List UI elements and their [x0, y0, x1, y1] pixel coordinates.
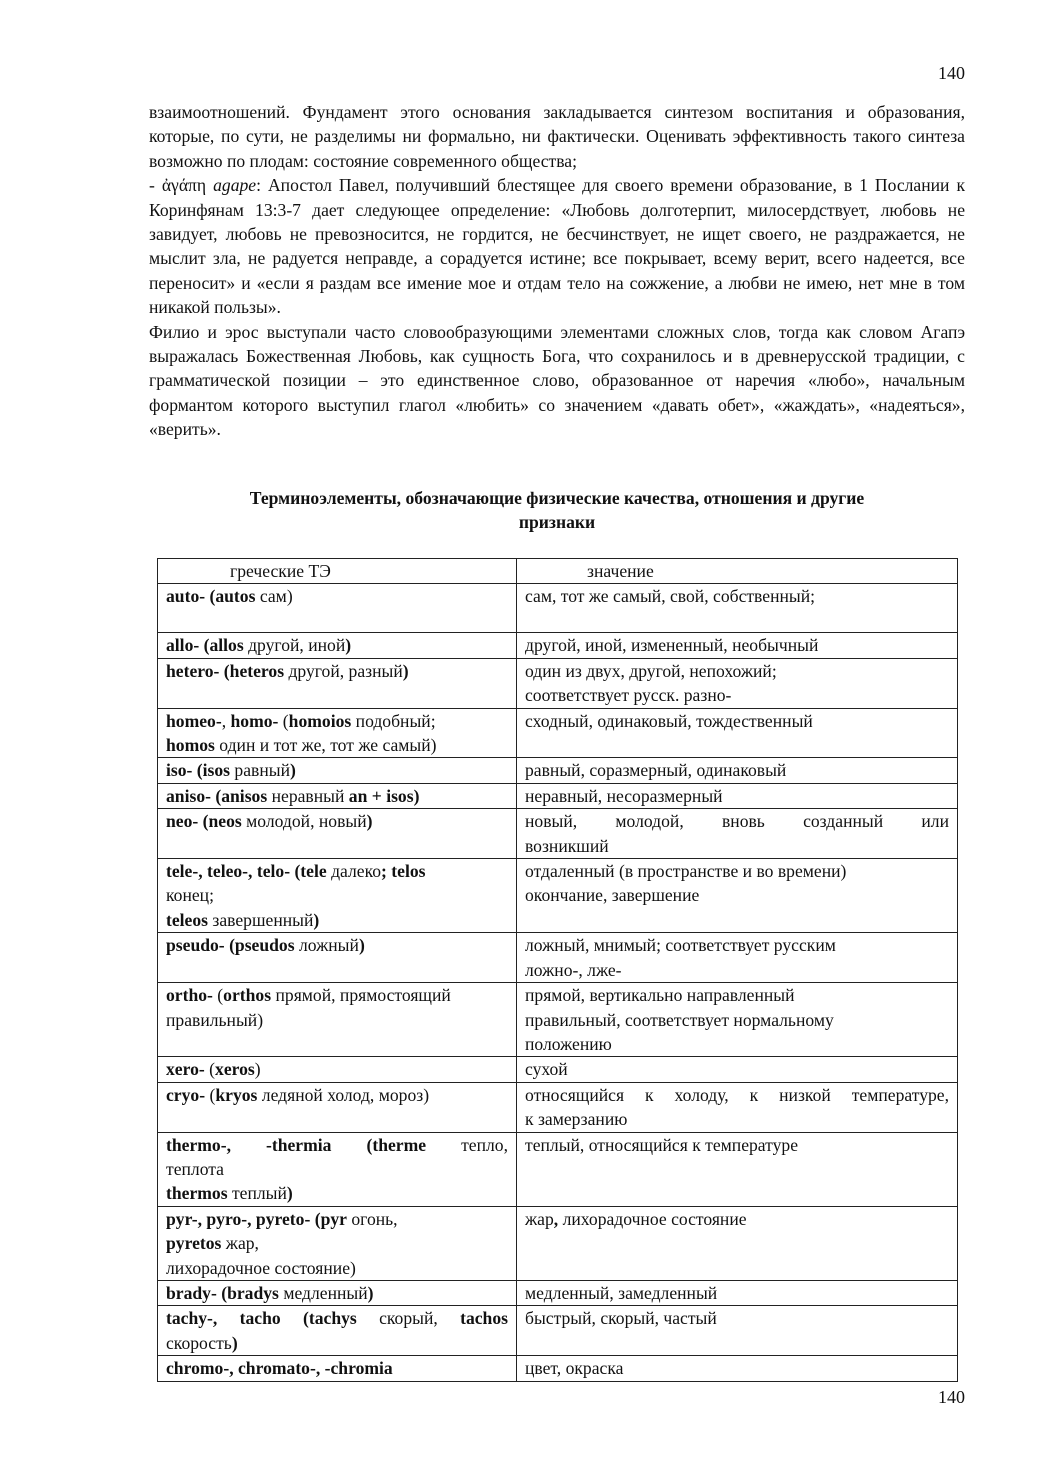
- table-title-line-1: Терминоэлементы, обозначающие физические качества, отношения и другие: [249, 488, 865, 508]
- meaning-cell: один из двух, другой, непохожий; соответствует русск. разно-: [517, 658, 958, 708]
- table-row: [158, 859, 958, 933]
- term-cell: iso- (isos равный): [158, 758, 517, 783]
- terms-table: [157, 558, 958, 1382]
- term-cell: cryo- (kryos ледяной холод, мороз): [158, 1082, 517, 1132]
- page-number-bottom: 140: [938, 1387, 965, 1407]
- term-cell: aniso- (anisos неравный an + isos): [158, 783, 517, 808]
- term-cell: ortho- (orthos прямой, прямостоящий правильный): [158, 983, 517, 1057]
- agape-term: agape: [213, 175, 257, 196]
- meaning-cell: другой, иной, измененный, необычный: [517, 633, 958, 658]
- term-cell: homeo-, homo- (homoios подобный; homos один и тот же, тот же самый): [158, 708, 517, 758]
- table-row: [158, 983, 958, 1057]
- table-row: [158, 1132, 958, 1206]
- term-cell: tele-, teleo-, telo- (tele далеко; telos конец; teleos завершенный): [158, 859, 517, 933]
- meaning-cell: неравный, несоразмерный: [517, 783, 958, 808]
- paragraph-1: взаимоотношений. Фундамент этого основания закладывается синтезом воспитания и образования, которые, по сути, не разделимы ни формально, ни фактически. Оценивать эффективность такого синтеза возможно по плодам: состояние современного общества;: [149, 102, 965, 171]
- header-meaning: значение: [517, 559, 958, 584]
- term-cell: xero- (xeros): [158, 1057, 517, 1082]
- table-row: [158, 633, 958, 658]
- table-row: [158, 584, 958, 633]
- meaning-cell: новый, молодой, вновь созданный или возникший: [517, 809, 958, 859]
- table-row: [158, 758, 958, 783]
- meaning-cell: цвет, окраска: [517, 1356, 958, 1381]
- term-cell: brady- (bradys медленный): [158, 1280, 517, 1305]
- meaning-cell: быстрый, скорый, частый: [517, 1306, 958, 1356]
- table-title-line-2: признаки: [518, 511, 596, 532]
- table-row: [158, 783, 958, 808]
- term-cell: neo- (neos молодой, новый): [158, 809, 517, 859]
- table-row: [158, 933, 958, 983]
- table-row: [158, 1280, 958, 1305]
- page-number-top: 140: [938, 63, 965, 83]
- meaning-cell: прямой, вертикально направленный правильный, соответствует нормальному положению: [517, 983, 958, 1057]
- table-header-row: [158, 559, 958, 584]
- table-title: [149, 487, 965, 534]
- meaning-cell: сходный, одинаковый, тождественный: [517, 708, 958, 758]
- table-row: [158, 658, 958, 708]
- header-greek-te: греческие ТЭ: [158, 559, 517, 584]
- term-cell: auto- (autos сам): [158, 584, 517, 633]
- term-cell: pyr-, pyro-, pyreto- (pyr огонь, pyretos жар, лихорадочное состояние): [158, 1206, 517, 1280]
- table-row: [158, 1356, 958, 1381]
- meaning-cell: ложный, мнимый; соответствует русским ложно-, лже-: [517, 933, 958, 983]
- agape-greek: - ἀγάπη: [149, 175, 214, 196]
- agape-text: : Апостол Павел, получивший блестящее для своего времени образование, в 1 Послании к Коринфянам 13:3-7 дает следующее определение: «Любовь долготерпит, милосердствует, любовь не завидует, любовь не превозносится, не гордится, не бесчинствует, не ищет своего, не раздражается, не мыслит зла, не радуется неправде, а сорадуется истине; все покрывает, всему верит, всего надеется, все переносит» и «если я раздам все имение мое и отдам тело на сожжение, а любви не имею, нет мне в том никакой пользы».: [149, 175, 965, 318]
- table-row: [158, 809, 958, 859]
- term-cell: hetero- (heteros другой, разный): [158, 658, 517, 708]
- meaning-cell: сам, тот же самый, свой, собственный;: [517, 584, 958, 633]
- meaning-cell: относящийся к холоду, к низкой температуре, к замерзанию: [517, 1082, 958, 1132]
- table-row: [158, 708, 958, 758]
- paragraph-2: [149, 173, 965, 319]
- body-text: [149, 100, 965, 442]
- paragraph-3: Филио и эрос выступали часто словообразующими элементами сложных слов, тогда как словом Агапэ выражалась Божественная Любовь, как сущность Бога, что сохранилось и в древнерусской традиции, с грамматической позиции – это единственное слово, образованное от наречия «любо», начальным формантом которого выступил глагол «любить» со значением «давать обет», «жаждать», «надеяться», «верить».: [149, 321, 965, 440]
- term-cell: thermo-, -thermia (therme тепло, теплота thermos теплый): [158, 1132, 517, 1206]
- term-cell: tachy-, tacho (tachys скорый, tachos скорость): [158, 1306, 517, 1356]
- meaning-cell: жар, лихорадочное состояние: [517, 1206, 958, 1280]
- term-cell: pseudo- (pseudos ложный): [158, 933, 517, 983]
- term-cell: chromo-, chromato-, -chromia: [158, 1356, 517, 1381]
- meaning-cell: отдаленный (в пространстве и во времени) окончание, завершение: [517, 859, 958, 933]
- term-cell: allo- (allos другой, иной): [158, 633, 517, 658]
- table-row: [158, 1057, 958, 1082]
- meaning-cell: теплый, относящийся к температуре: [517, 1132, 958, 1206]
- table-row: [158, 1206, 958, 1280]
- table-row: [158, 1082, 958, 1132]
- meaning-cell: медленный, замедленный: [517, 1280, 958, 1305]
- meaning-cell: сухой: [517, 1057, 958, 1082]
- table-row: [158, 1306, 958, 1356]
- meaning-cell: равный, соразмерный, одинаковый: [517, 758, 958, 783]
